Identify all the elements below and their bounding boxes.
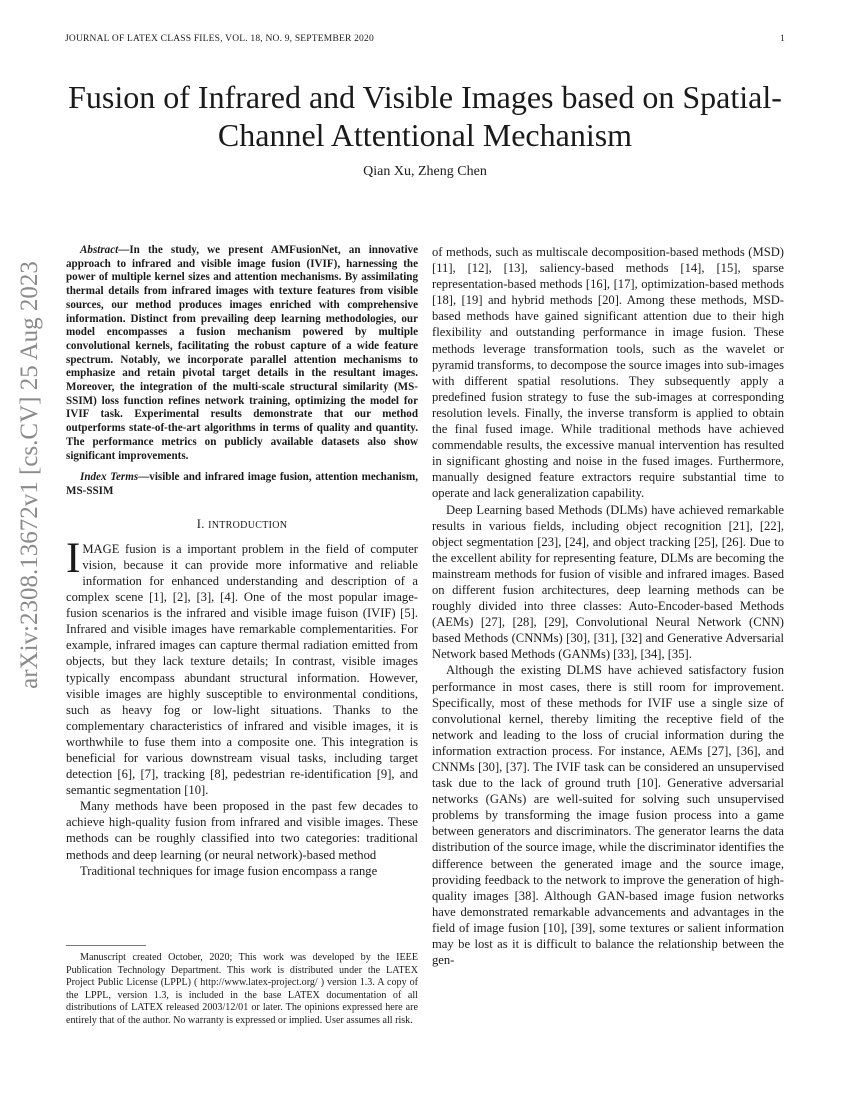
intro-paragraph-1 [66, 534, 418, 799]
section-number: I. [196, 516, 205, 531]
index-terms-text: —visible and infrared image fusion, attention mechanism, MS-SSIM [66, 471, 418, 497]
footnote-rule [66, 945, 146, 946]
footnote [66, 952, 418, 1028]
arxiv-watermark [10, 261, 50, 689]
section-title: INTRODUCTION [208, 519, 288, 531]
journal-name: JOURNAL OF LATEX CLASS FILES, VOL. 18, NO. 9, SEPTEMBER 2020 [65, 34, 374, 44]
abstract-label: Abstract [80, 244, 119, 256]
intro-paragraph-3: Traditional techniques for image fusion encompass a range [80, 863, 378, 878]
arxiv-stamp-text: arXiv:2308.13672v1 [cs.CV] 25 Aug 2023 [16, 261, 43, 689]
index-terms-label: Index Terms [80, 471, 139, 484]
right-paragraph-1: of methods, such as multiscale decomposition-based methods (MSD) [11], [12], [13], saliency-based methods [14], [15], sparse representation-based methods [16], [17], optimization-based methods [18], [19] and hybrid methods [20]. Among these methods, MSD-based methods have gained significant attention due to their high flexibility and outstanding performance in image fusion. These methods leverage transformation tools, such as the wavelet or pyramid transforms, to decompose the source images into sub-images with different spatial resolutions. They subsequently apply a predefined fusion strategy to fuse the sub-images at corresponding resolution levels. Finally, the inverse transform is applied to obtain the final fused image. While traditional methods have achieved commendable results, the excessive manual intervention has resulted in significant ghosting and noise in the fused images. Furthermore, manually designed feature extractors require substantial time to operate and lack generalization capability. [432, 245, 784, 501]
abstract [66, 244, 418, 463]
page-number: 1 [780, 34, 785, 44]
footnote-text: Manuscript created October, 2020; This work was developed by the IEEE Publication Technology Department. This work is distributed under the LATEX Project Public License (LPPL) ( http://www.latex-project.org/ ) version 1.3. A copy of the LPPL, version 1.3, is included in the base LATEX documentation of all distributions of LATEX released 2003/12/01 or later. The opinions expressed here are entirely that of the author. No warranty is expressed or implied. User assumes all risk. [66, 952, 418, 1026]
abstract-text: —In the study, we present AMFusionNet, an innovative approach to infrared and visible image fusion (IVIF), harnessing the power of multiple kernel sizes and attention mechanisms. By assimilating thermal details from infrared images with texture features from visible sources, our method produces images enriched with comprehensive information. Distinct from prevailing deep learning methodologies, our model encompasses a fusion mechanism powered by multiple convolutional kernels, facilitating the robust capture of a wide feature spectrum. Notably, we incorporate parallel attention mechanisms to emphasize and retain pivotal target details in the resultant images. Moreover, the integration of the multi-scale structural similarity (MS-SSIM) loss function refines network training, optimizing the model for IVIF task. Experimental results demonstrate that our method outperforms state-of-the-art algorithms in terms of quality and quantity. The performance metrics on publicly available datasets also show significant improvements. [66, 244, 418, 462]
left-column [66, 244, 418, 879]
intro-paragraph-1-text: MAGE fusion is a important problem in the field of computer vision, because it can provide more informative and reliable information for enhanced understanding and description of a complex scene [1], [2], [3], [4]. One of the most popular image-fusion scenarios is the infrared and visible image fuison (IVIF) [5]. Infrared and visible images have remarkable complementarities. For example, infrared images can capture thermal radiation emitted from objects, but they lack texture details; In contrast, visible images typically encompass abundant structural information. However, visible images are highly susceptible to environmental conditions, such as heavy fog or low-light situations. Thanks to the complementary characteristics of infrared and visible images, it is worthwhile to fuse them into a composite one. This integration is beneficial for various downstream visual tasks, including target detection [6], [7], tracking [8], pedestrian re-identification [9], and semantic segmentation [10]. [66, 541, 418, 798]
drop-cap: I [66, 534, 81, 582]
paper-title: Fusion of Infrared and Visible Images based on Spatial-Channel Attentional Mechanism [68, 79, 782, 153]
running-header [65, 34, 785, 48]
right-paragraph-3: Although the existing DLMS have achieved satisfactory fusion performance in most cases, there is still room for improvement. Specifically, most of these methods for IVIF use a single size of convolutional kernel, thereby limiting the receptive field of the network and leading to the loss of crucial information during the information extraction process. For instance, AEMs [27], [36], and CNNMs [30], [37]. The IVIF task can be considered an unsupervised task due to the lack of ground truth [10]. Generative adversarial networks (GANs) are well-suited for solving such unsupervised problems by transforming the image fusion process into a game between generators and discriminators. The generator learns the data distribution of the source image, while the discriminator identifies the difference between the generated image and the source image, providing feedback to the network to improve the generation of high-quality images [38]. Although GAN-based image fusion networks have demonstrated remarkable advancements and advantages in the field of image fusion [10], [39], some textures or salient information may be lost as it is difficult to balance the relationship between the gen- [432, 663, 784, 968]
index-terms [66, 471, 418, 498]
author-list: Qian Xu, Zheng Chen [363, 164, 487, 179]
right-paragraph-2: Deep Learning based Methods (DLMs) have achieved remarkable results in various fields, including object recognition [21], [22], object segmentation [23], [24], and object tracking [25], [26]. Due to the excellent ability for representing feature, DLMs are becoming the mainstream methods for fusion of visible and infrared images. Based on different fusion architectures, deep learning methods can be roughly divided into three classes: Auto-Encoder-based Methods (AEMs) [27], [28], [29], Convolutional Neural Network (CNN) based Methods (CNNMs) [30], [31], [32] and Generative Adversarial Network based Methods (GANMs) [33], [34], [35]. [432, 502, 784, 662]
section-heading-introduction [66, 516, 418, 534]
intro-paragraph-2: Many methods have been proposed in the past few decades to achieve high-quality fusion from infrared and visible images. These methods can be roughly classified into two categories: traditional methods and deep learning (or neural network)-based method [66, 799, 418, 862]
right-column [432, 244, 784, 968]
